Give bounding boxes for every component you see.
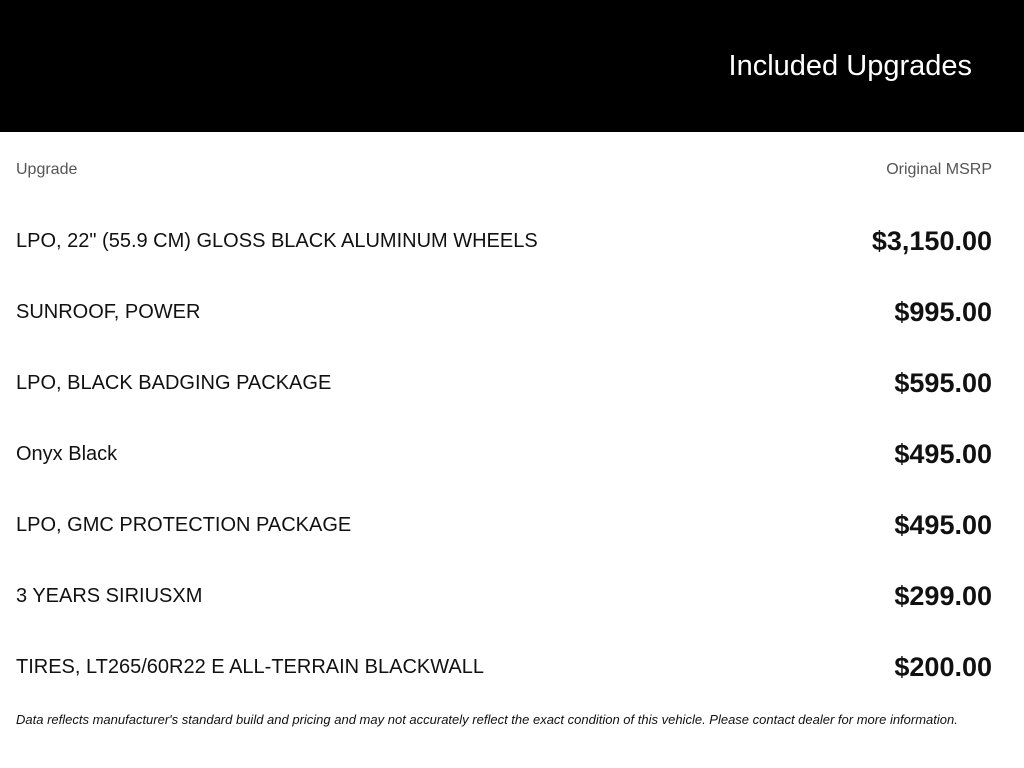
upgrade-price: $299.00 xyxy=(894,581,992,611)
upgrade-price: $3,150.00 xyxy=(871,226,992,256)
column-headers xyxy=(16,132,992,208)
upgrade-price: $995.00 xyxy=(894,297,992,327)
upgrades-table xyxy=(16,132,992,705)
upgrade-row xyxy=(16,417,992,492)
upgrade-price: $495.00 xyxy=(894,439,992,469)
upgrade-price: $595.00 xyxy=(894,368,992,398)
upgrade-name: LPO, GMC PROTECTION PACKAGE xyxy=(16,514,352,536)
column-header-upgrade: Upgrade xyxy=(16,161,78,178)
upgrade-name: TIRES, LT265/60R22 E ALL-TERRAIN BLACKWALL xyxy=(16,656,484,678)
upgrade-row xyxy=(16,346,992,421)
upgrade-row xyxy=(16,559,992,634)
upgrade-list xyxy=(16,204,992,705)
upgrade-name: SUNROOF, POWER xyxy=(16,301,201,323)
disclaimer-text: Data reflects manufacturer's standard build and pricing and may not accurately reflect the exact condition of this vehicle. Please contact dealer for more information. xyxy=(16,712,958,727)
upgrade-price: $495.00 xyxy=(894,510,992,540)
upgrade-price: $200.00 xyxy=(894,652,992,682)
upgrade-name: 3 YEARS SIRIUSXM xyxy=(16,585,203,607)
upgrade-row xyxy=(16,204,992,279)
upgrade-name: LPO, BLACK BADGING PACKAGE xyxy=(16,372,332,394)
upgrade-row xyxy=(16,630,992,705)
upgrade-name: Onyx Black xyxy=(16,443,118,465)
page-header xyxy=(0,0,1024,132)
upgrade-row xyxy=(16,275,992,350)
column-header-msrp: Original MSRP xyxy=(886,161,992,178)
upgrade-row xyxy=(16,488,992,563)
upgrade-name: LPO, 22" (55.9 CM) GLOSS BLACK ALUMINUM WHEELS xyxy=(16,230,538,252)
page-title: Included Upgrades xyxy=(728,50,972,82)
